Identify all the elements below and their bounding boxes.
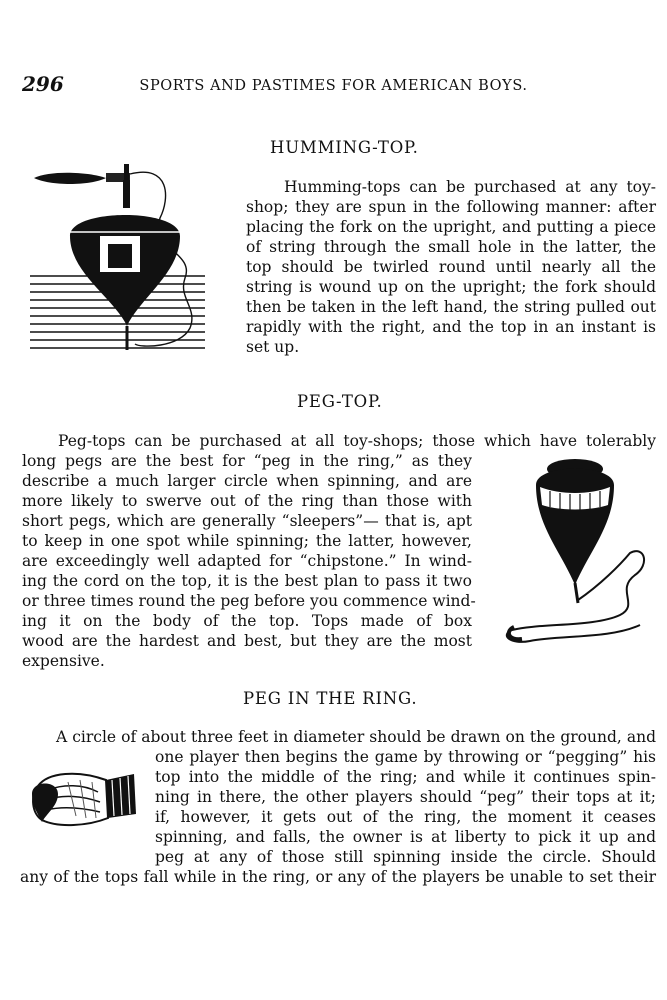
humming-top-line-2: shop; they are spun in the following manner: after — [246, 198, 656, 216]
peg-in-ring-line-2: one player then begins the game by throwing or “pegging” his — [155, 748, 656, 766]
page-number: 296 — [22, 72, 64, 96]
peg-top-line-8: ing the cord on the top, it is the best plan to pass it two — [22, 572, 472, 590]
peg-in-ring-line-3: top into the middle of the ring; and while it continues spin- — [155, 768, 656, 786]
peg-in-ring-line-4: ning in there, the other players should “peg” their tops at it; — [155, 788, 656, 806]
peg-top-line-7: are exceedingly well adapted for “chipstone.” In wind- — [22, 552, 472, 570]
hand-throwing-top-illustration — [28, 766, 140, 832]
humming-top-line-4: of string through the small hole in the latter, the — [246, 238, 656, 256]
peg-top-line-6: to keep in one spot while spinning; the latter, however, — [22, 532, 472, 550]
humming-top-line-6: string is wound up on the upright; the fork should — [246, 278, 656, 296]
humming-top-line-3: placing the fork on the upright, and putting a piece — [246, 218, 656, 236]
humming-top-illustration — [20, 158, 220, 358]
peg-top-line-10: ing it on the body of the top. Tops made of box — [22, 612, 472, 630]
peg-in-ring-line-5: if, however, it gets out of the ring, the moment it ceases — [155, 808, 656, 826]
section-heading-peg-in-the-ring: PEG IN THE RING. — [243, 689, 418, 708]
peg-top-line-4: more likely to swerve out of the ring than those with — [22, 492, 472, 510]
peg-top-line-3: describe a much larger circle when spinning, and are — [22, 472, 472, 490]
humming-top-line-7: then be taken in the left hand, the string pulled out — [246, 298, 656, 316]
peg-top-line-5: short pegs, which are generally “sleepers”— that is, apt — [22, 512, 472, 530]
peg-in-ring-line-6: spinning, and falls, the owner is at liberty to pick it up and — [155, 828, 656, 846]
peg-top-line-2: long pegs are the best for “peg in the ring,” as they — [22, 452, 472, 470]
section-heading-humming-top: HUMMING-TOP. — [270, 138, 419, 157]
peg-in-ring-line-7: peg at any of those still spinning inside the circle. Should — [155, 848, 656, 866]
peg-top-line-11: wood are the hardest and best, but they are the most — [22, 632, 472, 650]
running-head: SPORTS AND PASTIMES FOR AMERICAN BOYS. — [139, 78, 528, 94]
humming-top-line-1: Humming-tops can be purchased at any toy- — [284, 178, 656, 196]
peg-top-line-12: expensive. — [22, 652, 105, 670]
peg-top-line-1: Peg-tops can be purchased at all toy-shops; those which have tolerably — [58, 432, 656, 450]
humming-top-line-5: top should be twirled round until nearly all the — [246, 258, 656, 276]
humming-top-line-8: rapidly with the right, and the top in an instant is — [246, 318, 656, 336]
peg-in-ring-line-1: A circle of about three feet in diameter should be drawn on the ground, and — [56, 728, 656, 746]
peg-in-ring-line-8: any of the tops fall while in the ring, or any of the players be unable to set their — [20, 868, 656, 886]
peg-top-line-9: or three times round the peg before you commence wind- — [22, 592, 476, 610]
peg-top-illustration — [500, 455, 660, 655]
section-heading-peg-top: PEG-TOP. — [297, 392, 383, 411]
humming-top-line-9: set up. — [246, 338, 300, 356]
